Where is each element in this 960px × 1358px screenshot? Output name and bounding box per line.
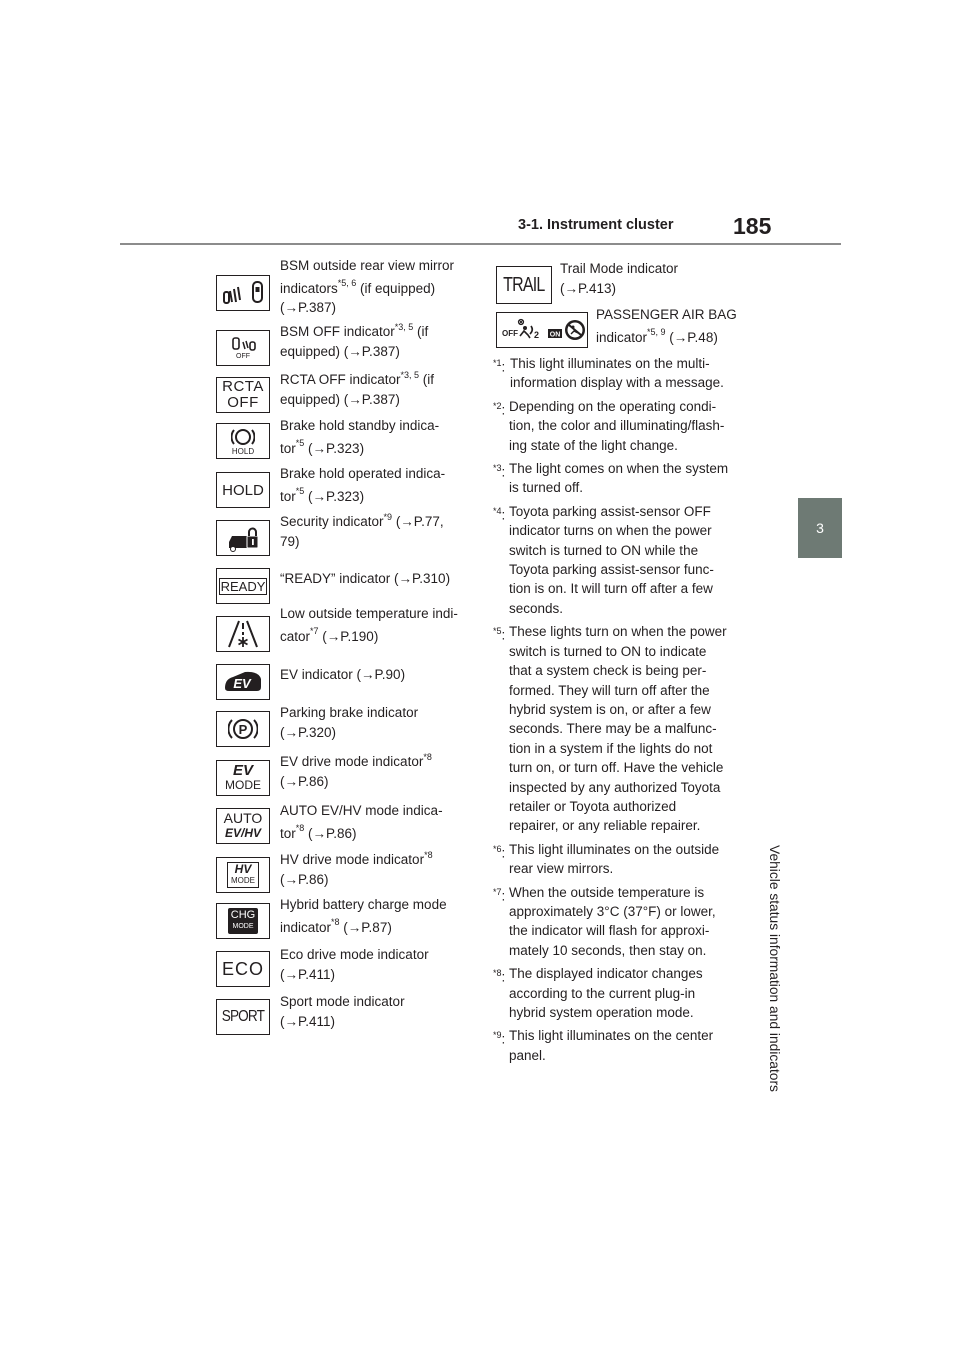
chapter-title: Vehicle status information and indicators	[767, 845, 782, 1092]
svg-text:P: P	[238, 722, 248, 737]
svg-text:EV: EV	[233, 676, 251, 691]
hv-drive-mode-icon: HV MODE	[216, 857, 270, 893]
sport-mode-icon: SPORT	[216, 999, 270, 1035]
battery-charge-mode-icon: CHG MODE	[216, 903, 270, 939]
footnote: $^{*1}$: This light illuminates on the multi- information display with a message.	[493, 356, 724, 391]
footnote: $^{*6}$: This light illuminates on the outside rear view mirrors.	[493, 841, 720, 877]
svg-text:ON: ON	[549, 331, 561, 339]
parking-brake-icon	[216, 711, 270, 747]
indicator-description: “READY” indicator (→P.310)	[280, 571, 451, 586]
indicator-description: Hybrid battery charge mode indicator$^{*8}$ (→P.87)	[280, 897, 447, 935]
low-temp-icon	[216, 616, 270, 652]
rcta-off-icon: RCTA OFF	[216, 377, 270, 413]
indicator-description: Security indicator$^{*9}$ (→P.77, 79)	[280, 511, 444, 549]
passenger-airbag-icon	[496, 312, 588, 348]
footnote: $^{*2}$: Depending on the operating condi- tion, the color and illuminating/flash- ing state of the light change.	[493, 398, 725, 453]
header-divider	[120, 243, 841, 245]
ev-drive-mode-icon: EV MODE	[216, 760, 270, 796]
eco-mode-icon: ECO	[216, 951, 270, 987]
bsm-off-icon: OFF	[216, 330, 270, 366]
ev-indicator-icon	[216, 664, 270, 700]
bsm-mirror-icon	[216, 275, 270, 311]
brake-hold-standby-icon: HOLD	[216, 423, 270, 459]
footnote: $^{*5}$: These lights turn on when the power switch is turned to ON to indicate that a system check is being per- formed. They will turn off after the hybrid system is on, or after a few seconds. There may be a malfunc- tion in a system if the lights do not turn on, or turn off. Have the vehicle inspected by any authorized Toyota retailer or Toyota authorized repairer, or any reliable repairer.	[493, 624, 727, 834]
security-lock-icon	[216, 520, 270, 556]
footnote: $^{*3}$: The light comes on when the system is turned off.	[493, 461, 729, 496]
indicator-description: HV drive mode indicator$^{*8}$ (→P.86)	[280, 849, 433, 887]
trail-mode-icon: TRAIL	[496, 266, 552, 304]
brake-hold-operated-icon: HOLD	[216, 472, 270, 508]
section-title: 3-1. Instrument cluster	[518, 217, 674, 233]
indicator-description: Parking brake indicator (→P.320)	[280, 705, 419, 740]
indicator-description: RCTA OFF indicator$^{*3, 5}$ (if equipped) (→P.387)	[280, 369, 435, 407]
indicator-description: PASSENGER AIR BAG indicator$^{*5, 9}$ (→P.48)	[596, 307, 737, 345]
indicator-description: Brake hold standby indica- tor$^{*5}$ (→P.323)	[280, 418, 440, 456]
footnote: $^{*8}$: The displayed indicator changes according to the current plug-in hybrid system operation mode.	[493, 966, 703, 1020]
indicator-description: BSM outside rear view mirror indicators$^{*5, 6}$ (if equipped) (→P.387)	[280, 258, 455, 315]
svg-text:OFF: OFF	[502, 329, 518, 338]
indicator-description: EV drive mode indicator$^{*8}$ (→P.86)	[280, 751, 432, 789]
indicator-description: AUTO EV/HV mode indica- tor$^{*8}$ (→P.86)	[280, 803, 443, 841]
auto-ev-hv-icon: AUTO EV/HV	[216, 808, 270, 844]
indicator-description: Brake hold operated indica- tor$^{*5}$ (→P.323)	[280, 466, 446, 504]
indicator-description: Eco drive mode indicator (→P.411)	[280, 947, 429, 982]
footnote: $^{*9}$: This light illuminates on the center panel.	[493, 1028, 714, 1063]
footnotes	[493, 354, 753, 1069]
svg-text:2: 2	[534, 330, 540, 340]
indicator-description: Trail Mode indicator (→P.413)	[560, 261, 679, 296]
indicator-description: Low outside temperature indi- cator$^{*7}$ (→P.190)	[280, 606, 458, 644]
page-number: 185	[733, 213, 772, 239]
footnote: $^{*7}$: When the outside temperature is approximately 3°C (37°F) or lower, the indicator will flash for approxi- mately 10 seconds, then stay on.	[493, 884, 716, 958]
ready-icon: READY	[216, 568, 270, 604]
indicator-description: BSM OFF indicator$^{*3, 5}$ (if equipped) (→P.387)	[280, 321, 429, 359]
chapter-number: 3	[816, 520, 824, 536]
footnote: $^{*4}$: Toyota parking assist-sensor OFF indicator turns on when the power switch is turned to ON while the Toyota parking assist-sensor func- tion is on. It will turn off after a few seconds.	[493, 503, 714, 616]
indicator-description: Sport mode indicator (→P.411)	[280, 994, 405, 1029]
indicator-description: EV indicator (→P.90)	[280, 667, 406, 682]
chapter-tab[interactable]	[798, 498, 842, 558]
